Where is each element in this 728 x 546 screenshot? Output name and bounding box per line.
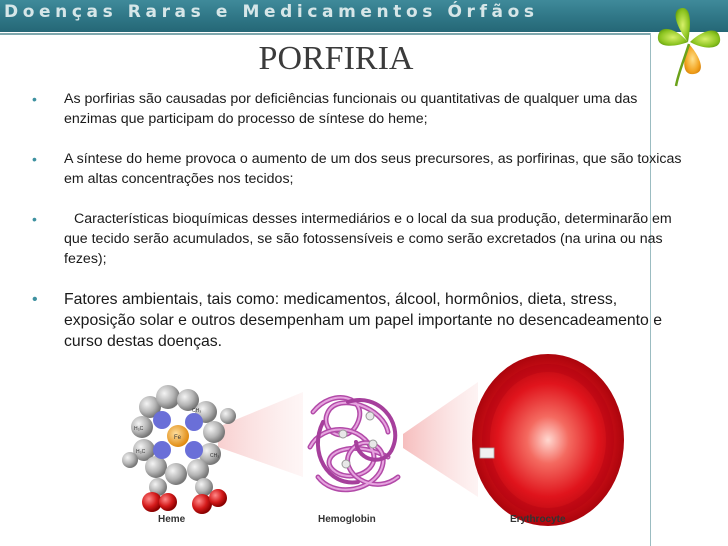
slide-title [0, 40, 700, 78]
methyl-label: CH₃ [210, 453, 220, 459]
bullet-dot-icon: • [32, 151, 37, 167]
bullet-item [28, 149, 688, 189]
header-divider [0, 33, 650, 35]
header-title: Doenças Raras e Medicamentos Órfãos [4, 2, 539, 22]
zoom-beam [403, 382, 478, 497]
bullet-dot-icon: • [32, 291, 38, 308]
bullet-text: A síntese do heme provoca o aumento de um dos seus precursores, as porfirinas, que são toxicas em altas concentrações nos tecidos; [64, 151, 682, 187]
bullet-dot-icon: • [32, 211, 37, 227]
bullet-item [28, 289, 688, 352]
bullet-item [28, 89, 688, 129]
bullet-list [28, 89, 688, 352]
slide-title-text: PORFIRIA [258, 40, 414, 77]
hemoglobin-ribbon-icon [310, 398, 398, 490]
hemoglobin-label: Hemoglobin [318, 514, 376, 525]
zoom-beam [218, 392, 303, 477]
bullet-text: Fatores ambientais, tais como: medicamentos, álcool, hormônios, dieta, stress, exposição solar e outros desempenham um papel importante no desencadeamento e curso destas doenças. [64, 291, 663, 350]
methyl-label: H₃C [134, 426, 144, 432]
figure-illustration [118, 352, 658, 546]
erythrocyte-cell-icon [472, 354, 624, 526]
methyl-label: CH₃ [192, 408, 202, 414]
bullet-dot-icon: • [32, 91, 37, 107]
heme-molecule-icon [122, 385, 236, 514]
bullet-item [28, 209, 688, 269]
methyl-label: H₃C [136, 449, 146, 455]
heme-label: Heme [158, 514, 186, 525]
heme-figure [118, 352, 658, 546]
iron-label: Fe [174, 435, 182, 441]
header-bar [0, 0, 728, 32]
erythrocyte-label: Erythrocyte [510, 514, 566, 525]
bullet-text: As porfirias são causadas por deficiências funcionais ou quantitativas de qualquer uma das enzimas que participam do processo de síntese do heme; [64, 91, 638, 127]
bullet-text: Características bioquímicas desses intermediários e o local da sua produção, determinarão em que tecido serão acumulados, se são fotossensíveis e como serão excretados (na urina ou nas fezes); [64, 211, 672, 267]
